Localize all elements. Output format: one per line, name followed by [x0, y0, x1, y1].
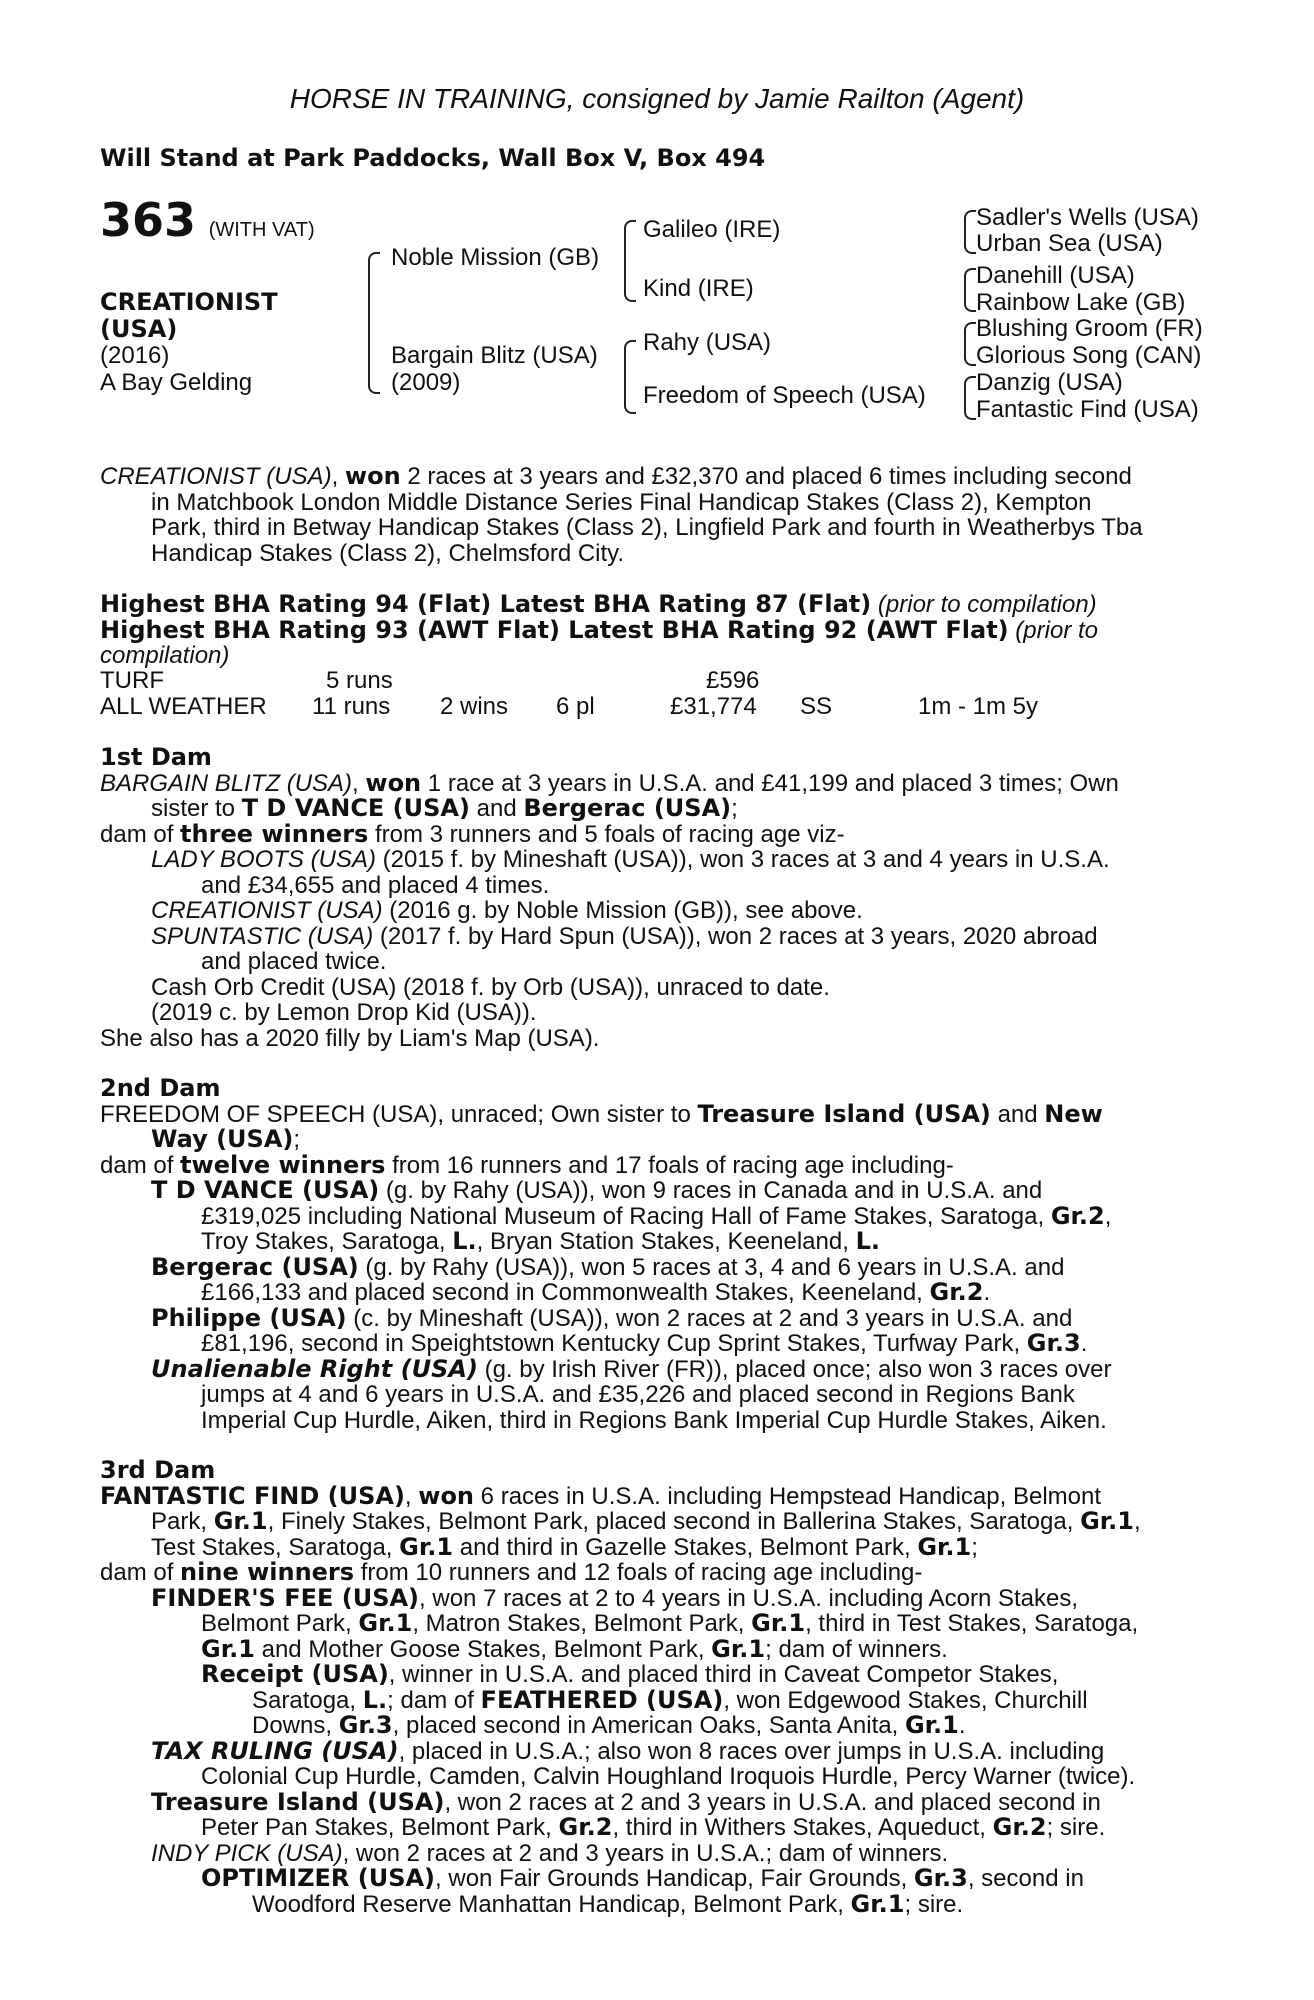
grade: Gr.1: [711, 1634, 766, 1663]
sire-bracket: [624, 220, 636, 302]
foal-record: , won 2 races at 2 and 3 years in U.S.A. and placed second in: [444, 1788, 1101, 1816]
text: Park,: [151, 1508, 214, 1535]
gen3-2: Urban Sea (USA): [976, 230, 1163, 257]
text: from 3 runners and 5 foals of racing age viz-: [368, 820, 845, 848]
won: won: [365, 768, 422, 797]
summary-line-1: 2 races at 3 years and £32,370 and placed 6 times including second: [400, 463, 1132, 490]
gen3-7: Danzig (USA): [976, 369, 1123, 396]
grade: Gr.1: [1080, 1507, 1134, 1535]
text: and third in Gazelle Stakes, Belmont Park,: [453, 1533, 918, 1561]
grade: Gr.1: [201, 1634, 255, 1663]
gen3-bracket-1: [964, 210, 976, 254]
section-heading: 1st Dam: [100, 743, 212, 771]
dam-sire: Rahy (USA): [643, 329, 772, 356]
text: Belmont Park,: [201, 1610, 359, 1637]
foal-name: OPTIMIZER (USA): [201, 1864, 436, 1892]
gen3-4: Rainbow Lake (GB): [976, 289, 1186, 316]
lot-number-row: [100, 193, 315, 247]
sire-dam: Kind (IRE): [643, 275, 754, 302]
pedigree-bracket: [368, 252, 380, 394]
record-surface: TURF: [100, 667, 164, 694]
dam-name: BARGAIN BLITZ (USA): [100, 769, 353, 797]
text: .: [1080, 1330, 1088, 1357]
text: , Finely Stakes, Belmont Park, placed second in Ballerina Stakes, Saratoga,: [267, 1508, 1081, 1535]
text: from 16 runners and 17 foals of racing age including-: [385, 1151, 954, 1179]
text: ; sire.: [1046, 1814, 1106, 1841]
text: Test Stakes, Saratoga,: [151, 1533, 400, 1561]
sep: ,: [352, 769, 366, 797]
text: , third in Test Stakes, Saratoga,: [805, 1610, 1139, 1637]
text: Downs,: [252, 1712, 339, 1739]
grade: Gr.1: [850, 1889, 905, 1918]
record-runs: 5 runs: [326, 667, 393, 694]
page-title: HORSE IN TRAINING, consigned by Jamie Railton (Agent): [289, 83, 1025, 114]
text: ; sire.: [904, 1890, 964, 1918]
text: ,: [1104, 1202, 1112, 1230]
race-summary: [100, 464, 1143, 566]
sibling-name: Way (USA): [151, 1125, 294, 1153]
record-surface: ALL WEATHER: [100, 693, 267, 720]
record-placed: 6 pl: [556, 693, 595, 720]
text: , third in Withers Stakes, Aqueduct,: [612, 1814, 993, 1841]
foal-entry: (2019 c. by Lemon Drop Kid (USA)).: [151, 999, 537, 1026]
foal-record: (g. by Irish River (FR)), placed once; also won 3 races over: [477, 1355, 1112, 1383]
text: dam of: [100, 1151, 181, 1179]
summary-line-4: Handicap Stakes (Class 2), Chelmsford City.: [151, 539, 625, 567]
horse-country: (USA): [100, 315, 178, 343]
foal-name: SPUNTASTIC (USA): [151, 922, 374, 950]
rating-awt-note-2: compilation): [100, 642, 230, 669]
foal-record: £81,196, second in Speightstown Kentucky Cup Sprint Stakes, Turfway Park,: [201, 1330, 1027, 1357]
text: , second in: [967, 1865, 1084, 1892]
gen3-5: Blushing Groom (FR): [976, 315, 1203, 342]
text: Saratoga,: [252, 1686, 363, 1714]
section-heading: 3rd Dam: [100, 1456, 216, 1484]
summary-line-2: in Matchbook London Middle Distance Series Final Handicap Stakes (Class 2), Kempton: [151, 488, 1092, 516]
foal-entry: Cash Orb Credit (USA) (2018 f. by Orb (USA)), unraced to date.: [151, 973, 830, 1001]
gen3-6: Glorious Song (CAN): [976, 342, 1202, 369]
text: , won Edgewood Stakes, Churchill: [723, 1686, 1088, 1714]
foal-record: and £34,655 and placed 4 times.: [201, 871, 550, 899]
text: dam of: [100, 820, 181, 848]
gen3-bracket-4: [964, 376, 976, 420]
record-distance: 1m - 1m 5y: [918, 693, 1039, 720]
foal-record: Colonial Cup Hurdle, Camden, Calvin Houghland Iroquois Hurdle, Percy Warner (twice).: [201, 1763, 1136, 1790]
dam: Bargain Blitz (USA): [391, 342, 598, 369]
foal-name: Treasure Island (USA): [151, 1787, 445, 1816]
dam-name: FANTASTIC FIND (USA): [100, 1481, 405, 1510]
record-prize: £596: [706, 667, 760, 694]
winners-count: nine winners: [180, 1558, 355, 1586]
dam-record: FREEDOM OF SPEECH (USA), unraced; Own sister to: [100, 1100, 698, 1128]
foal-record: , won 2 races at 2 and 3 years in U.S.A.; dam of winners.: [342, 1839, 949, 1867]
gen3-3: Danehill (USA): [976, 262, 1135, 289]
text: , placed second in American Oaks, Santa Anita,: [392, 1712, 905, 1739]
foal-name: TAX RULING (USA): [151, 1736, 399, 1765]
dam-bracket: [624, 340, 636, 414]
grade: L.: [855, 1227, 880, 1255]
record-going: SS: [800, 693, 833, 720]
text: and Mother Goose Stakes, Belmont Park,: [254, 1635, 712, 1663]
rating-awt: Highest BHA Rating 93 (AWT Flat) Latest BHA Rating 92 (AWT Flat): [100, 615, 1009, 644]
rating-flat-note: (prior to compilation): [871, 591, 1097, 618]
grade: Gr.2: [558, 1813, 613, 1841]
gen3-bracket-3: [964, 322, 976, 366]
dam-year: (2009): [391, 369, 461, 396]
text: ; dam of: [387, 1686, 481, 1714]
text: ;: [971, 1533, 978, 1561]
vat-note: (WITH VAT): [208, 219, 315, 241]
dam-record: 6 races in U.S.A. including Hempstead Handicap, Belmont: [474, 1482, 1102, 1510]
foal-note: She also has a 2020 filly by Liam's Map (USA).: [100, 1024, 600, 1052]
sire-sire: Galileo (IRE): [643, 216, 781, 243]
foal-record: , won 7 races at 2 to 4 years in U.S.A. including Acorn Stakes,: [419, 1584, 1079, 1612]
foal-name: CREATIONIST (USA): [151, 897, 383, 924]
sibling-name: T D VANCE (USA): [241, 794, 470, 822]
section-heading: 2nd Dam: [100, 1074, 221, 1102]
grade: Gr.3: [338, 1711, 393, 1739]
foal-record: , placed in U.S.A.; also won 8 races over jumps in U.S.A. including: [398, 1737, 1105, 1765]
rating-awt-note: (prior to: [1008, 616, 1098, 644]
foal-record: (c. by Mineshaft (USA)), won 2 races at 2 and 3 years in U.S.A. and: [346, 1304, 1073, 1332]
foal-record: £166,133 and placed second in Commonwealth Stakes, Keeneland,: [201, 1279, 930, 1306]
text: and: [990, 1100, 1045, 1128]
foal-record: jumps at 4 and 6 years in U.S.A. and £35,226 and placed second in Regions Bank: [201, 1381, 1075, 1408]
grade: Gr.1: [751, 1609, 806, 1637]
summary-sep: ,: [331, 463, 345, 490]
foal-record: Imperial Cup Hurdle, Aiken, third in Regions Bank Imperial Cup Hurdle Stakes, Aiken.: [201, 1406, 1107, 1434]
grade: Gr.2: [929, 1278, 984, 1306]
sibling-name: New: [1044, 1099, 1103, 1128]
foal-name: INDY PICK (USA): [151, 1839, 343, 1867]
foal-name: LADY BOOTS (USA): [151, 846, 376, 873]
text: Woodford Reserve Manhattan Handicap, Belmont Park,: [252, 1890, 851, 1918]
horse-name: CREATIONIST: [100, 288, 278, 316]
foal-record: (2015 f. by Mineshaft (USA)), won 3 races at 3 and 4 years in U.S.A.: [375, 846, 1110, 873]
third-dam-section: [100, 1458, 1141, 1917]
grade: Gr.3: [913, 1864, 968, 1892]
sibling-name: Treasure Island (USA): [697, 1099, 991, 1128]
summary-horse: CREATIONIST (USA): [100, 463, 332, 490]
text: from 10 runners and 12 foals of racing age including-: [354, 1559, 923, 1586]
foal-record: (2016 g. by Noble Mission (GB)), see above.: [382, 897, 863, 924]
foal-record: (g. by Rahy (USA)), won 5 races at 3, 4 and 6 years in U.S.A. and: [358, 1253, 1065, 1281]
grade: L.: [362, 1685, 388, 1714]
text: ; dam of winners.: [765, 1635, 948, 1663]
grade: Gr.1: [917, 1532, 972, 1561]
text: ;: [731, 795, 738, 822]
grade: Gr.1: [399, 1532, 454, 1561]
foal-name: Philippe (USA): [151, 1303, 347, 1332]
text: .: [983, 1279, 991, 1306]
grade: Gr.1: [213, 1507, 268, 1535]
winners-count: three winners: [180, 819, 369, 848]
grade: Gr.2: [1050, 1201, 1105, 1230]
text: , won Fair Grounds Handicap, Fair Grounds,: [435, 1865, 914, 1892]
text: ;: [293, 1126, 301, 1153]
text: dam of: [100, 1559, 181, 1586]
foal-name: Bergerac (USA): [151, 1252, 359, 1281]
dam-dam: Freedom of Speech (USA): [643, 382, 926, 409]
record-prize: £31,774: [670, 693, 757, 720]
gen3-8: Fantastic Find (USA): [976, 396, 1199, 423]
grade: Gr.1: [904, 1711, 959, 1739]
text: Peter Pan Stakes, Belmont Park,: [201, 1814, 559, 1841]
foal-record: and placed twice.: [201, 948, 387, 975]
gen3-1: Sadler's Wells (USA): [976, 204, 1199, 231]
sibling-name: Bergerac (USA): [523, 794, 732, 822]
grade: Gr.2: [992, 1813, 1047, 1841]
text: ,: [1134, 1508, 1141, 1535]
text: and: [469, 795, 524, 822]
foal-record: (2017 f. by Hard Spun (USA)), won 2 races at 3 years, 2020 abroad: [373, 922, 1098, 950]
text: .: [958, 1712, 966, 1739]
foal-record: £319,025 including National Museum of Racing Hall of Fame Stakes, Saratoga,: [201, 1202, 1051, 1230]
grade: L.: [452, 1227, 477, 1255]
text: , Matron Stakes, Belmont Park,: [412, 1610, 752, 1637]
summary-won: won: [344, 462, 401, 490]
won: won: [418, 1481, 475, 1510]
foal-name: FEATHERED (USA): [480, 1685, 724, 1714]
first-dam-section: [100, 745, 1119, 1051]
ratings: [100, 592, 1098, 669]
sep: ,: [404, 1482, 419, 1510]
record-runs: 11 runs: [312, 693, 391, 720]
grade: Gr.1: [358, 1609, 413, 1637]
foal-name: FINDER'S FEE (USA): [151, 1583, 420, 1612]
foal-name: Receipt (USA): [201, 1660, 389, 1688]
gen3-bracket-2: [964, 268, 976, 312]
foal-name: Unalienable Right (USA): [151, 1354, 478, 1383]
foal-record: Troy Stakes, Saratoga,: [201, 1228, 453, 1255]
horse-description: A Bay Gelding: [100, 369, 253, 396]
winners-count: twelve winners: [180, 1150, 386, 1179]
foal-record: , winner in U.S.A. and placed third in Caveat Competor Stakes,: [388, 1661, 1059, 1688]
text: , Bryan Station Stakes, Keeneland,: [476, 1228, 856, 1255]
dam-record: 1 race at 3 years in U.S.A. and £41,199 and placed 3 times; Own: [421, 769, 1119, 797]
stabling-location: Will Stand at Park Paddocks, Wall Box V, Box 494: [100, 144, 766, 172]
lot-number: 363: [100, 193, 197, 247]
sire: Noble Mission (GB): [391, 244, 600, 271]
grade: Gr.3: [1026, 1329, 1081, 1357]
foal-name: T D VANCE (USA): [151, 1176, 380, 1204]
second-dam-section: [100, 1076, 1111, 1433]
horse-year: (2016): [100, 342, 170, 369]
summary-line-3: Park, third in Betway Handicap Stakes (Class 2), Lingfield Park and fourth in Weatherbys Tba: [151, 514, 1143, 541]
foal-record: (g. by Rahy (USA)), won 9 races in Canada and in U.S.A. and: [379, 1177, 1043, 1204]
rating-flat: Highest BHA Rating 94 (Flat) Latest BHA Rating 87 (Flat): [100, 590, 872, 618]
record-wins: 2 wins: [440, 693, 509, 720]
text: sister to: [151, 795, 242, 822]
